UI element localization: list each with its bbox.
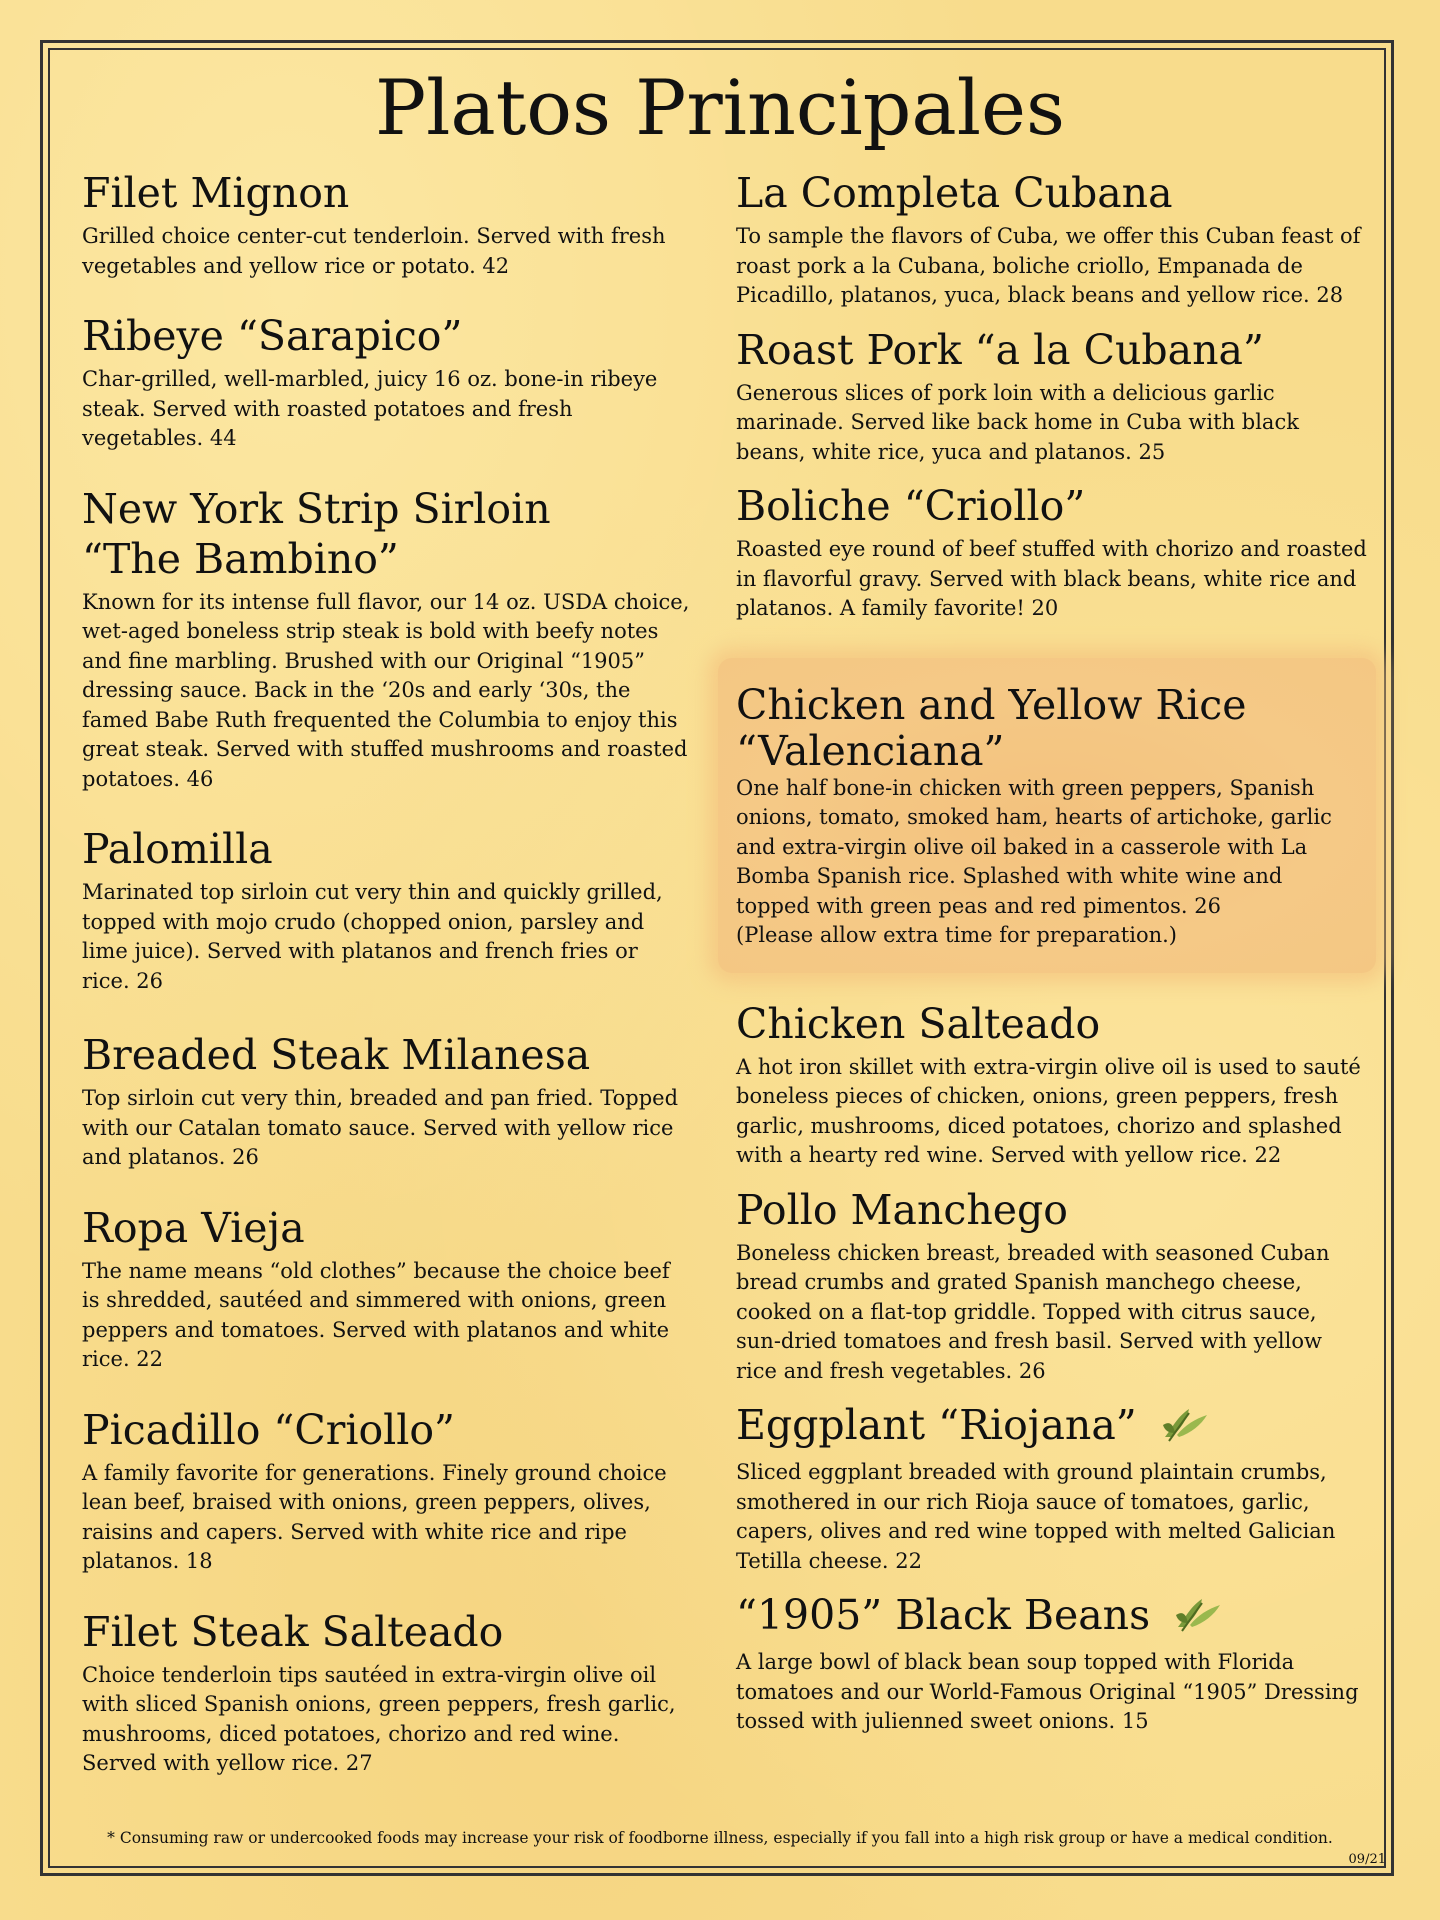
menu-item-filet-salteado [82,1607,692,1779]
item-name-line-2: “The Bambino” [82,534,399,583]
menu-item-filet-mignon [82,168,692,281]
item-name: Filet Mignon [82,169,350,217]
item-name-text: “1905” Black Beans [736,1591,1151,1639]
item-name [736,1400,1368,1454]
item-name [736,682,1360,774]
menu-item-boliche [736,481,1368,624]
page-title: Platos Principales [374,63,1066,152]
item-description: Roasted eye round of beef stuffed with chorizo and roasted in flavorful gravy. Served with black beans, white rice and platanos. A family favorite! 20 [736,537,1367,620]
food-safety-footnote: * Consuming raw or undercooked foods may increase your risk of foodborne illness, especially if you fall into a high risk group or have a medical condition. [107,1829,1333,1847]
menu-item-eggplant [736,1400,1368,1576]
item-name [82,484,692,584]
item-description: Choice tenderloin tips sautéed in extra-virgin olive oil with sliced Spanish onions, green peppers, fresh garlic, mushrooms, diced potatoes, chorizo and red wine. Served with yellow rice. 27 [82,1662,676,1775]
item-description: One half bone-in chicken with green peppers, Spanish onions, tomato, smoked ham, hearts of artichoke, garlic and extra-virgin olive oil baked in a casserole with La Bomba Spanish rice. Splashed with white wine and topped with green peas and red pimentos. 26 [736,775,1332,918]
item-description: Known for its intense full flavor, our 14 oz. USDA choice, wet-aged boneless strip steak is bold with beefy notes and fine marbling. Brushed with our Original “1905” dressing sauce. Back in the ‘20s and early ‘30s, the famed Babe Ruth frequented the Columbia to enjoy this great steak. Served with stuffed mushrooms and roasted potatoes. 46 [82,589,690,791]
menu-item-valenciana-featured [718,658,1376,973]
menu-column-left [82,168,692,1779]
item-name: Breaded Steak Milanesa [82,1031,591,1079]
item-name: Boliche “Criollo” [736,482,1086,530]
item-name [736,1590,1368,1644]
menu-item-picadillo [82,1405,692,1577]
item-preparation-note: (Please allow extra time for preparation.) [736,923,1177,947]
item-name-text: Eggplant “Riojana” [736,1401,1137,1449]
item-name: La Completa Cubana [736,169,1173,217]
menu-item-ny-strip [82,484,692,795]
menu-column-right [736,168,1368,1737]
menu-item-ribeye [82,311,692,454]
item-name: Filet Steak Salteado [82,1607,504,1656]
item-description: Sliced eggplant breaded with ground plaintain crumbs, smothered in our rich Rioja sauce of tomatoes, garlic, capers, olives and red wine topped with melted Galician Tetilla cheese. 22 [736,1460,1336,1573]
item-name: Picadillo “Criollo” [82,1405,456,1454]
item-name: Roast Pork “a la Cubana” [736,325,1264,374]
item-name-line-2: “Valenciana” [736,726,1005,775]
menu-item-ropa-vieja [82,1203,692,1375]
item-description: Marinated top sirloin cut very thin and quickly grilled, topped with mojo crudo (chopped onion, parsley and lime juice). Served with platanos and french fries or rice. 26 [82,880,663,993]
menu-item-chicken-salteado [736,999,1368,1171]
item-description: Top sirloin cut very thin, breaded and pan fried. Topped with our Catalan tomato sauce. Served with yellow rice and platanos. 26 [82,1086,679,1169]
menu-item-la-completa [736,168,1368,311]
item-name: Palomilla [82,825,273,873]
item-description: A hot iron skillet with extra-virgin olive oil is used to sauté boneless pieces of chicken, onions, green peppers, fresh garlic, mushrooms, diced potatoes, chorizo and splashed with a hearty red wine. Served with yellow rice. 22 [736,1054,1361,1167]
item-name: Pollo Manchego [736,1185,1068,1234]
menu-date-code: 09/21 [1348,1852,1386,1867]
item-name: Ribeye “Sarapico” [82,312,463,360]
menu-item-pollo-manchego [736,1185,1368,1387]
item-description: The name means “old clothes” because the choice beef is shredded, sautéed and simmered with onions, green peppers and tomatoes. Served with platanos and white rice. 22 [82,1258,670,1371]
menu-item-palomilla [82,824,692,996]
item-name-line-1: Chicken and Yellow Rice [736,680,1247,729]
item-description: A large bowl of black bean soup topped with Florida tomatoes and our World-Famous Original “1905” Dressing tossed with julienned sweet onions. 15 [736,1650,1359,1733]
vegetarian-leaf-icon [1172,1593,1224,1644]
item-name: Chicken Salteado [736,999,1101,1048]
item-description: Boneless chicken breast, breaded with seasoned Cuban bread crumbs and grated Spanish manchego cheese, cooked on a flat-top griddle. Topped with citrus sauce, sun-dried tomatoes and fresh basil. Served with yellow rice and fresh vegetables. 26 [736,1240,1330,1383]
menu-item-roast-pork [736,325,1368,468]
item-description: Grilled choice center-cut tenderloin. Served with fresh vegetables and yellow rice or potato. 42 [82,224,666,278]
vegetarian-leaf-icon [1159,1403,1211,1454]
menu-item-milanesa [82,1030,692,1173]
item-name: Ropa Vieja [82,1203,305,1252]
menu-item-black-beans [736,1590,1368,1737]
item-description: Char-grilled, well-marbled, juicy 16 oz. bone-in ribeye steak. Served with roasted potatoes and fresh vegetables. 44 [82,367,658,450]
item-description: To sample the flavors of Cuba, we offer this Cuban feast of roast pork a la Cubana, boliche criollo, Empanada de Picadillo, platanos, yuca, black beans and yellow rice. 28 [736,224,1361,307]
item-name-line-1: New York Strip Sirloin [82,484,551,533]
item-description: A family favorite for generations. Finely ground choice lean beef, braised with onions, green peppers, olives, raisins and capers. Served with white rice and ripe platanos. 18 [82,1460,667,1573]
item-description: Generous slices of pork loin with a delicious garlic marinade. Served like back home in Cuba with black beans, white rice, yuca and platanos. 25 [736,380,1299,464]
